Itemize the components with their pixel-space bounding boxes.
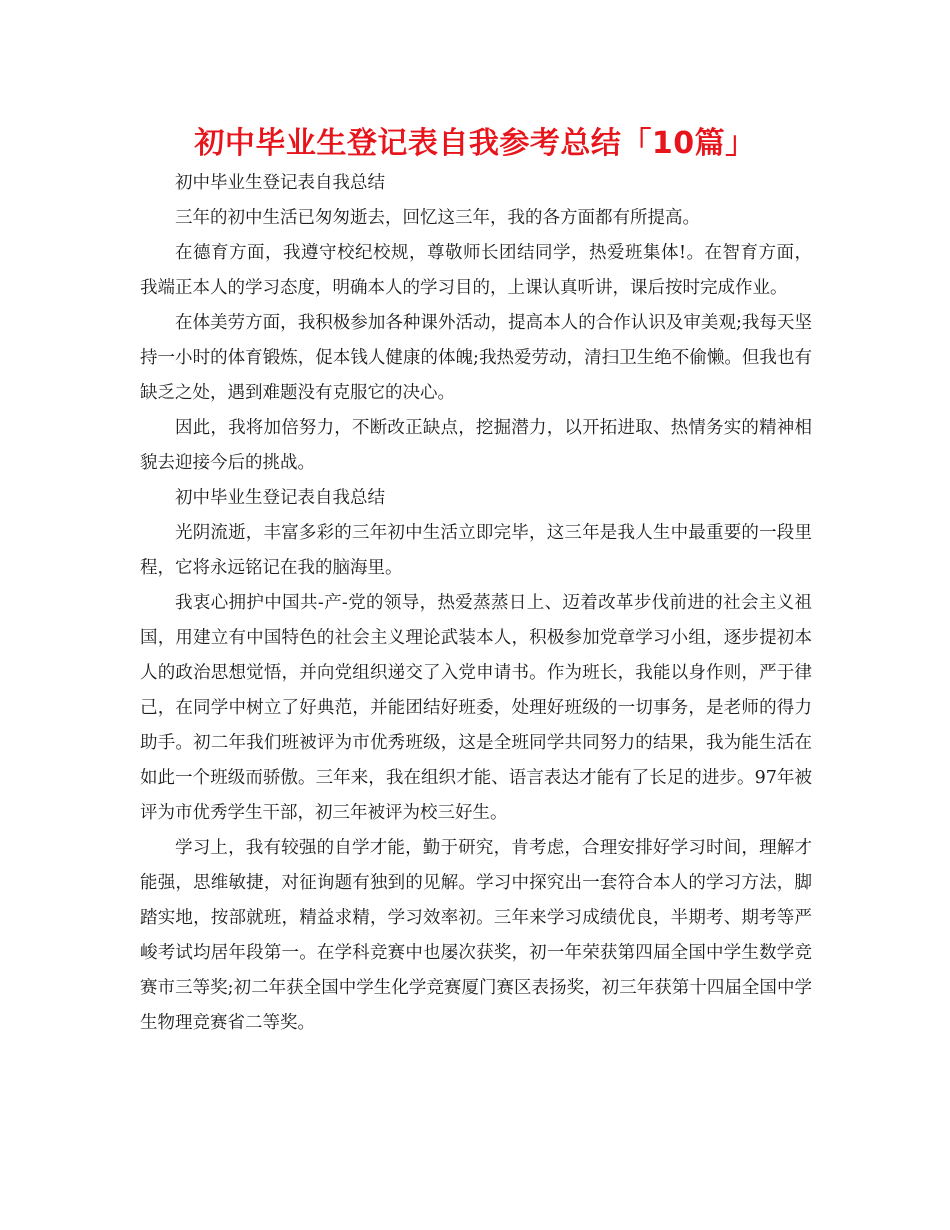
paragraph: 在体美劳方面，我积极参加各种课外活动，提高本人的合作认识及审美观;我每天坚持一小时的体育锻炼，促本钱人健康的体魄;我热爱劳动，清扫卫生绝不偷懒。但我也有缺乏之处，遇到难题没有克服它的决心。 [140, 313, 812, 403]
paragraph: 学习上，我有较强的自学才能，勤于研究，肯考虑，合理安排好学习时间，理解才能强，思维敏捷，对征询题有独到的见解。学习中探究出一套符合本人的学习方法，脚踏实地，按部就班，精益求精，学习效率初。三年来学习成绩优良，半期考、期考等严峻考试均居年段第一。在学科竞赛中也屡次获奖，初一年荣获第四届全国中学生数学竞赛市三等奖;初二年获全国中学生化学竞赛厦门赛区表扬奖，初三年获第十四届全国中学生物理竞赛省二等奖。 [140, 838, 812, 1033]
section-heading-2: 初中毕业生登记表自我总结 [175, 488, 385, 508]
paragraph: 在德育方面，我遵守校纪校规，尊敬师长团结同学，热爱班集体!。在智育方面，我端正本人的学习态度，明确本人的学习目的，上课认真听讲，课后按时完成作业。 [140, 243, 812, 298]
document-title: 初中毕业生登记表自我参考总结「10篇」 [194, 126, 756, 161]
paragraph: 三年的初中生活已匆匆逝去，回忆这三年，我的各方面都有所提高。 [175, 208, 700, 228]
section-heading-1: 初中毕业生登记表自我总结 [175, 173, 385, 193]
paragraph: 我衷心拥护中国共-产-党的领导，热爱蒸蒸日上、迈着改革步伐前进的社会主义祖国，用建立有中国特色的社会主义理论武装本人，积极参加党章学习小组，逐步提初本人的政治思想觉悟，并向党组织递交了入党申请书。作为班长，我能以身作则，严于律己，在同学中树立了好典范，并能团结好班委，处理好班级的一切事务，是老师的得力助手。初二年我们班被评为市优秀班级，这是全班同学共同努力的结果，我为能生活在如此一个班级而骄傲。三年来，我在组织才能、语言表达才能有了长足的进步。97年被评为市优秀学生干部，初三年被评为校三好生。 [140, 593, 812, 823]
document-body [140, 166, 812, 1041]
paragraph: 光阴流逝，丰富多彩的三年初中生活立即完毕，这三年是我人生中最重要的一段里程，它将永远铭记在我的脑海里。 [140, 523, 812, 578]
paragraph: 因此，我将加倍努力，不断改正缺点，挖掘潜力，以开拓进取、热情务实的精神相貌去迎接今后的挑战。 [140, 418, 812, 473]
